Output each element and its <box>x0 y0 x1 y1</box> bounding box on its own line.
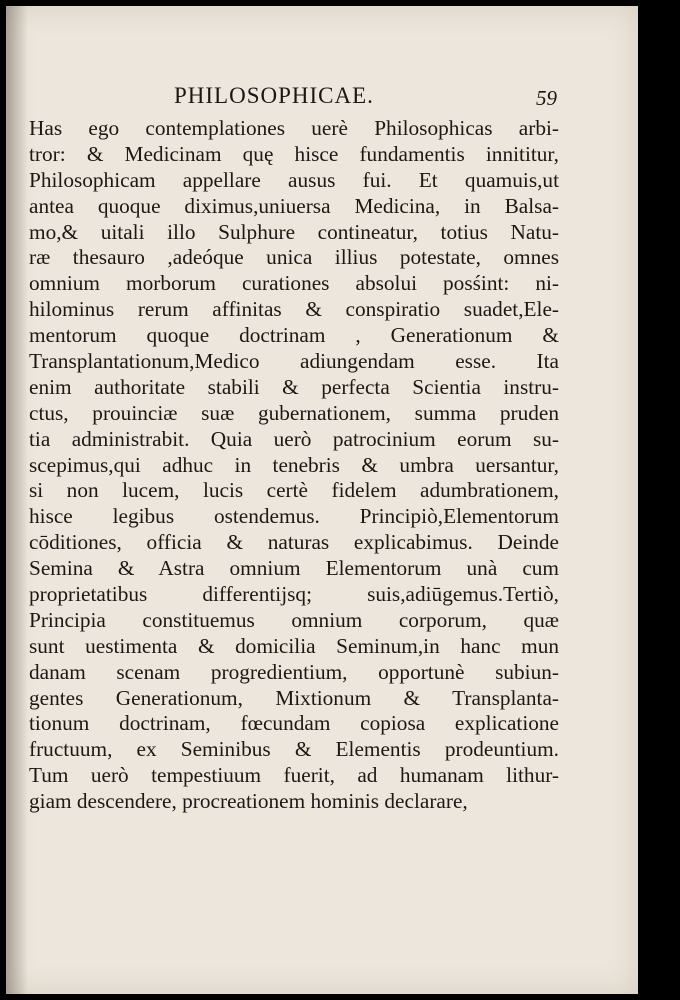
gutter-shadow <box>6 6 28 994</box>
text-line: tia administrabit. Quia uerò patrocinium eorum su- <box>29 426 559 451</box>
scan-border <box>638 6 680 994</box>
text-line: sunt uestimenta & domicilia Seminum,in hanc mun <box>29 633 559 658</box>
text-line: tionum doctrinam, fœcundam copiosa explicatione <box>29 711 559 736</box>
text-line: giam descendere, procreationem hominis declarare, <box>29 789 468 814</box>
text-line: mentorum quoque doctrinam , Generationum & <box>29 323 559 348</box>
text-line: Has ego contemplationes uerè Philosophicas arbi- <box>29 116 559 140</box>
running-head: PHILOSOPHICAE. <box>174 83 374 108</box>
text-line: enim authoritate stabili & perfecta Scientia instru- <box>29 374 559 399</box>
text-line: hilominus rerum affinitas & conspiratio suadet,Ele- <box>29 297 559 322</box>
text-line: scepimus,qui adhuc in tenebris & umbra uersantur, <box>29 452 559 477</box>
text-line: cōditiones, officia & naturas explicabimus. Deinde <box>29 530 559 555</box>
text-line: omnium morborum curationes absolui posśint: ni- <box>29 271 559 296</box>
text-line: mo,& uitali illo Sulphure contineatur, totius Natu- <box>29 219 559 244</box>
text-line: proprietatibus differentijsq; suis,adiūgemus.Tertiò, <box>29 582 559 607</box>
text-line: Tum uerò tempestiuum fuerit, ad humanam lithur- <box>29 763 559 788</box>
text-line: gentes Generationum, Mixtionum & Transplanta- <box>29 685 559 710</box>
body-text <box>29 116 559 815</box>
text-line: ræ thesauro ,adeóque unica illius potestate, omnes <box>29 245 559 270</box>
text-line: antea quoque diximus,uniuersa Medicina, in Balsa- <box>29 193 559 218</box>
text-line: danam scenam progredientium, opportunè subiun- <box>29 659 559 684</box>
text-line: tror: & Medicinam quę hisce fundamentis innititur, <box>29 141 559 166</box>
text-line: hisce legibus ostendemus. Principiò,Elementorum <box>29 504 559 529</box>
text-line: Semina & Astra omnium Elementorum unà cum <box>29 556 559 581</box>
text-line: Principia constituemus omnium corporum, quæ <box>29 607 559 632</box>
text-line: Transplantationum,Medico adiungendam esse. Ita <box>29 349 559 374</box>
text-line: fructuum, ex Seminibus & Elementis prodeuntium. <box>29 737 559 762</box>
page-number: 59 <box>536 86 557 110</box>
text-line: ctus, prouinciæ suæ gubernationem, summa pruden <box>29 400 559 425</box>
text-line: Philosophicam appellare ausus fui. Et quamuis,ut <box>29 167 559 192</box>
text-line: si non lucem, lucis certè fidelem adumbrationem, <box>29 478 559 503</box>
